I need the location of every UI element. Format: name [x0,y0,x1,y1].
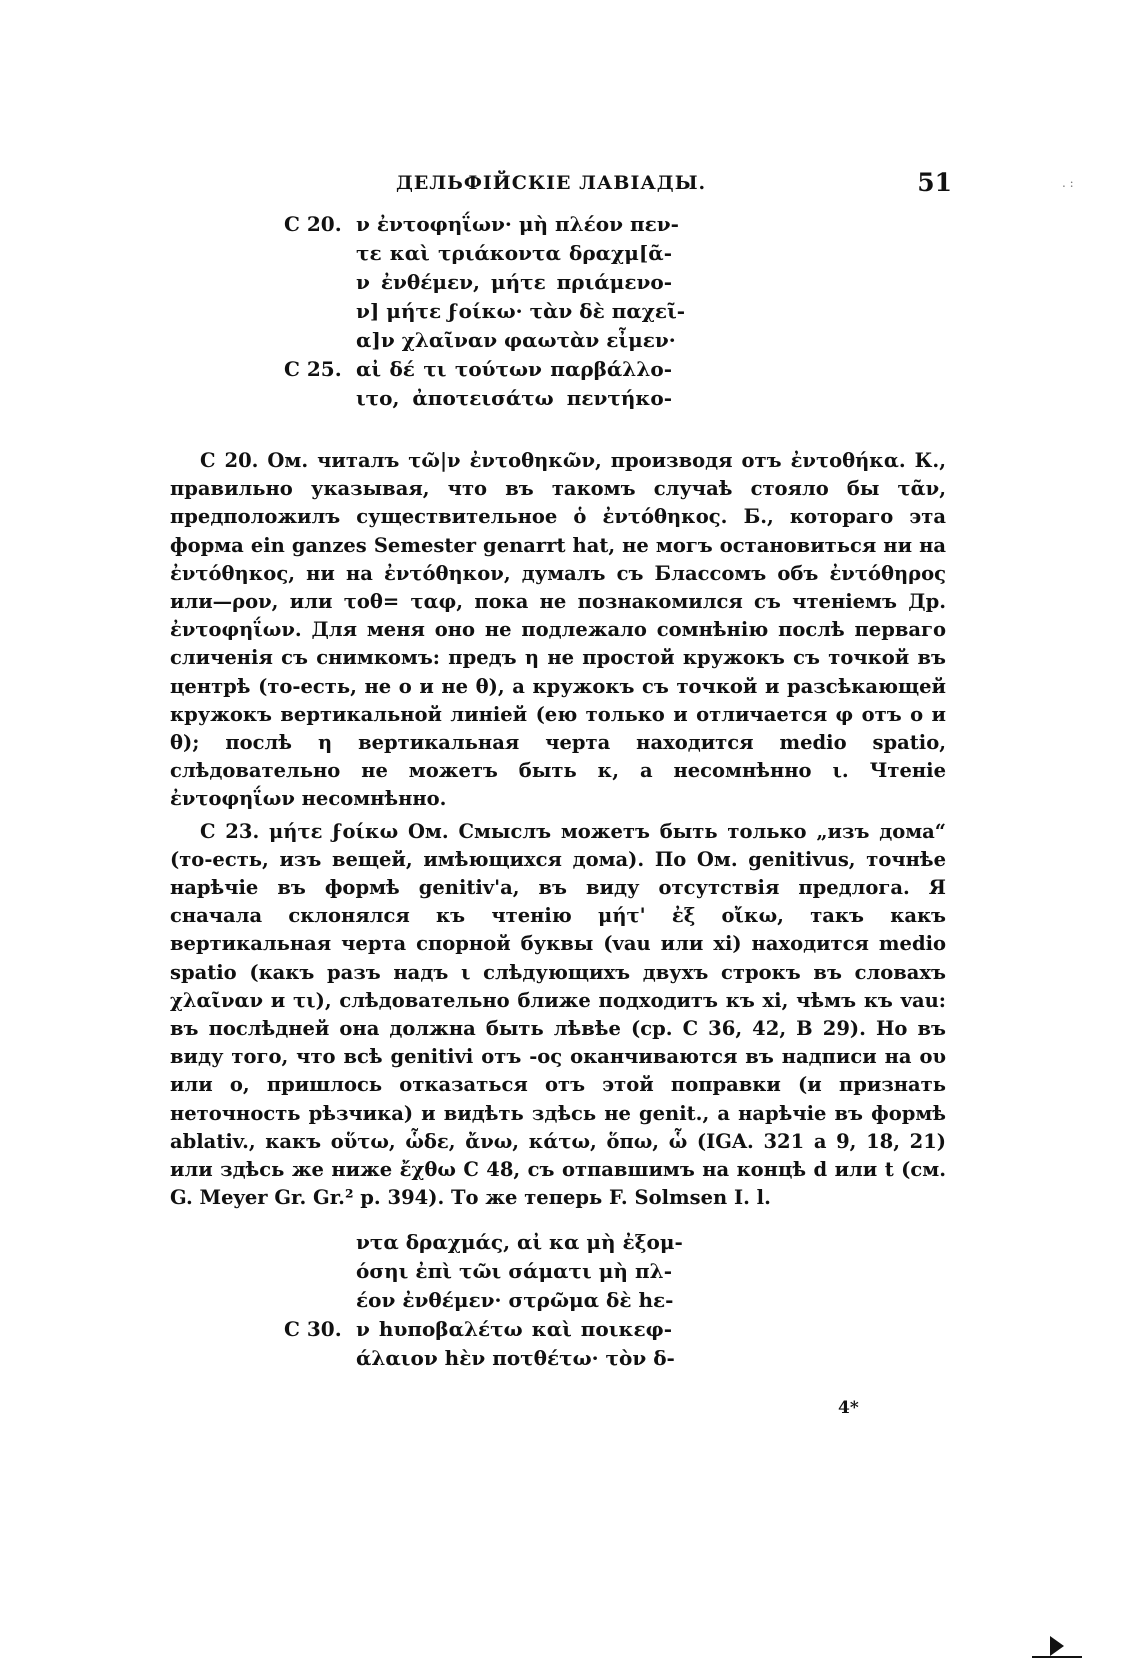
inscription-line [284,1344,675,1373]
line-text: όσηι ἐπὶ τῶι σάματι μὴ πλ- [356,1259,672,1283]
inscription-line [284,384,672,413]
signature-mark: 4* [838,1398,859,1418]
inscription-line [284,1228,683,1257]
line-number [284,1286,356,1315]
running-header [172,168,952,198]
page-corner-rule [1032,1656,1082,1658]
inscription-line [284,1286,672,1315]
line-text: ιτο, ἀποτεισάτω πεντήκο- [356,386,672,410]
commentary-paragraph: C 23. μήτε ϝοίκω Ом. Смыслъ можетъ быть только „изъ дома“ (то-есть, изъ вещей, имѣющихся дома). По Ом. genitivus, точнѣе нарѣчіе въ формѣ genitiv'а, въ виду отсутствія предлога. Я сначала склонялся къ чтенію μήτ' ἐξ οἴκω, такъ какъ вертикальная черта спорной буквы (vau или xi) находится medio spatio (какъ разъ надъ ι слѣдующихъ двухъ строкъ въ словахъ χλαῖναν и τι), слѣдовательно ближе подходитъ къ xi, чѣмъ къ vau: въ послѣдней она должна быть лѣвѣе (ср. C 36, 42, B 29). Но въ виду того, что всѣ genitivi отъ -ος оканчиваются въ надписи на ου или ο, пришлось отказаться отъ этой поправки (и признать неточность рѣзчика) и видѣть здѣсь не genit., а нарѣчіе въ формѣ ablativ., какъ οὕτω, ὧδε, ἄνω, κάτω, ὅπω, ὧ (IGA. 321 a 9, 18, 21) или здѣсь же ниже ἔχθω C 48, съ отпавшимъ на концѣ d или t (см. G. Meyer Gr. Gr.² p. 394). То же теперь F. Solmsen I. l. [170,819,946,1210]
line-text: αἰ δέ τι τούτων παρβάλλο- [356,357,672,381]
running-title: ДЕЛЬФІЙСКІЕ ЛАВІАДЫ. [396,172,707,194]
commentary-paragraph: C 20. Ом. читалъ τῶ|ν ἐντοθηκῶν, производя отъ ἐντοθήκα. К., правильно указывая, что въ такомъ случаѣ стояло бы τᾶν, предположилъ существительное ὁ ἐντόθηκος. Б., котораго эта форма ein ganzes Semester genarrt hat, не могъ остановиться ни на ἐντόθηκος, ни на ἐντόθηκον, думалъ съ Блассомъ объ ἐντόθηρος или—ρον, или τοθ= ταφ, пока не познакомился съ чтеніемъ Др. ἐντοφηΐων. Для меня оно не подлежало сомнѣнію послѣ перваго сличенія съ снимкомъ: предъ η не простой кружокъ съ точкой въ центрѣ (то-есть, не ο и не θ), а кружокъ съ точкой и разсѣкающей кружокъ вертикальной линіей (ею только и отличается φ отъ ο и θ); послѣ η вертикальная черта находится medio spatio, слѣдовательно не можетъ быть κ, а несомнѣнно ι. Чтеніе ἐντοφηΐων несомнѣнно. [170,449,946,811]
inscription-line [284,268,672,297]
line-text: έον ἐνθέμεν· στρῶμα δὲ hε- [356,1288,674,1312]
margin-marks: . : [1062,176,1074,190]
inscription-line [284,1315,672,1344]
inscription-block-bottom [284,1228,683,1373]
line-number [284,1257,356,1286]
line-text: ν ἐντοφηΐων· μὴ πλέον πεν- [356,212,679,236]
line-number [284,1228,356,1257]
inscription-line [284,239,672,268]
line-text: ν ἐνθέμεν, μήτε πριάμενο- [356,270,672,294]
inscription-line [284,210,679,239]
inscription-line [284,326,676,355]
line-number: C 20. [284,212,342,236]
line-text: τε καὶ τριάκοντα δραχμ[ᾶ- [356,241,672,265]
line-number [284,239,356,268]
line-text: α]ν χλαῖναν φαωτὰν εἶμεν· [356,328,676,352]
page-corner-arrow-icon [1050,1636,1064,1656]
line-number [284,326,356,355]
line-number: C 25. [284,357,342,381]
commentary-text [170,447,946,1216]
inscription-block-top [284,210,686,413]
line-number [284,384,356,413]
line-number [284,297,356,326]
line-number [284,268,356,297]
line-text: ν] μήτε ϝοίκω· τὰν δὲ παχεῖ- [356,299,686,323]
inscription-line [284,297,686,326]
line-text: ν hυποβαλέτω καὶ ποικεφ- [356,1317,672,1341]
inscription-line [284,355,672,384]
page-number: 51 [917,168,952,197]
line-text: ντα δραχμάς, αἰ κα μὴ ἐξομ- [356,1230,683,1254]
line-number: C 30. [284,1317,342,1341]
line-number [284,1344,356,1373]
line-text: άλαιον hὲν ποτθέτω· τὸν δ- [356,1346,675,1370]
inscription-line [284,1257,672,1286]
